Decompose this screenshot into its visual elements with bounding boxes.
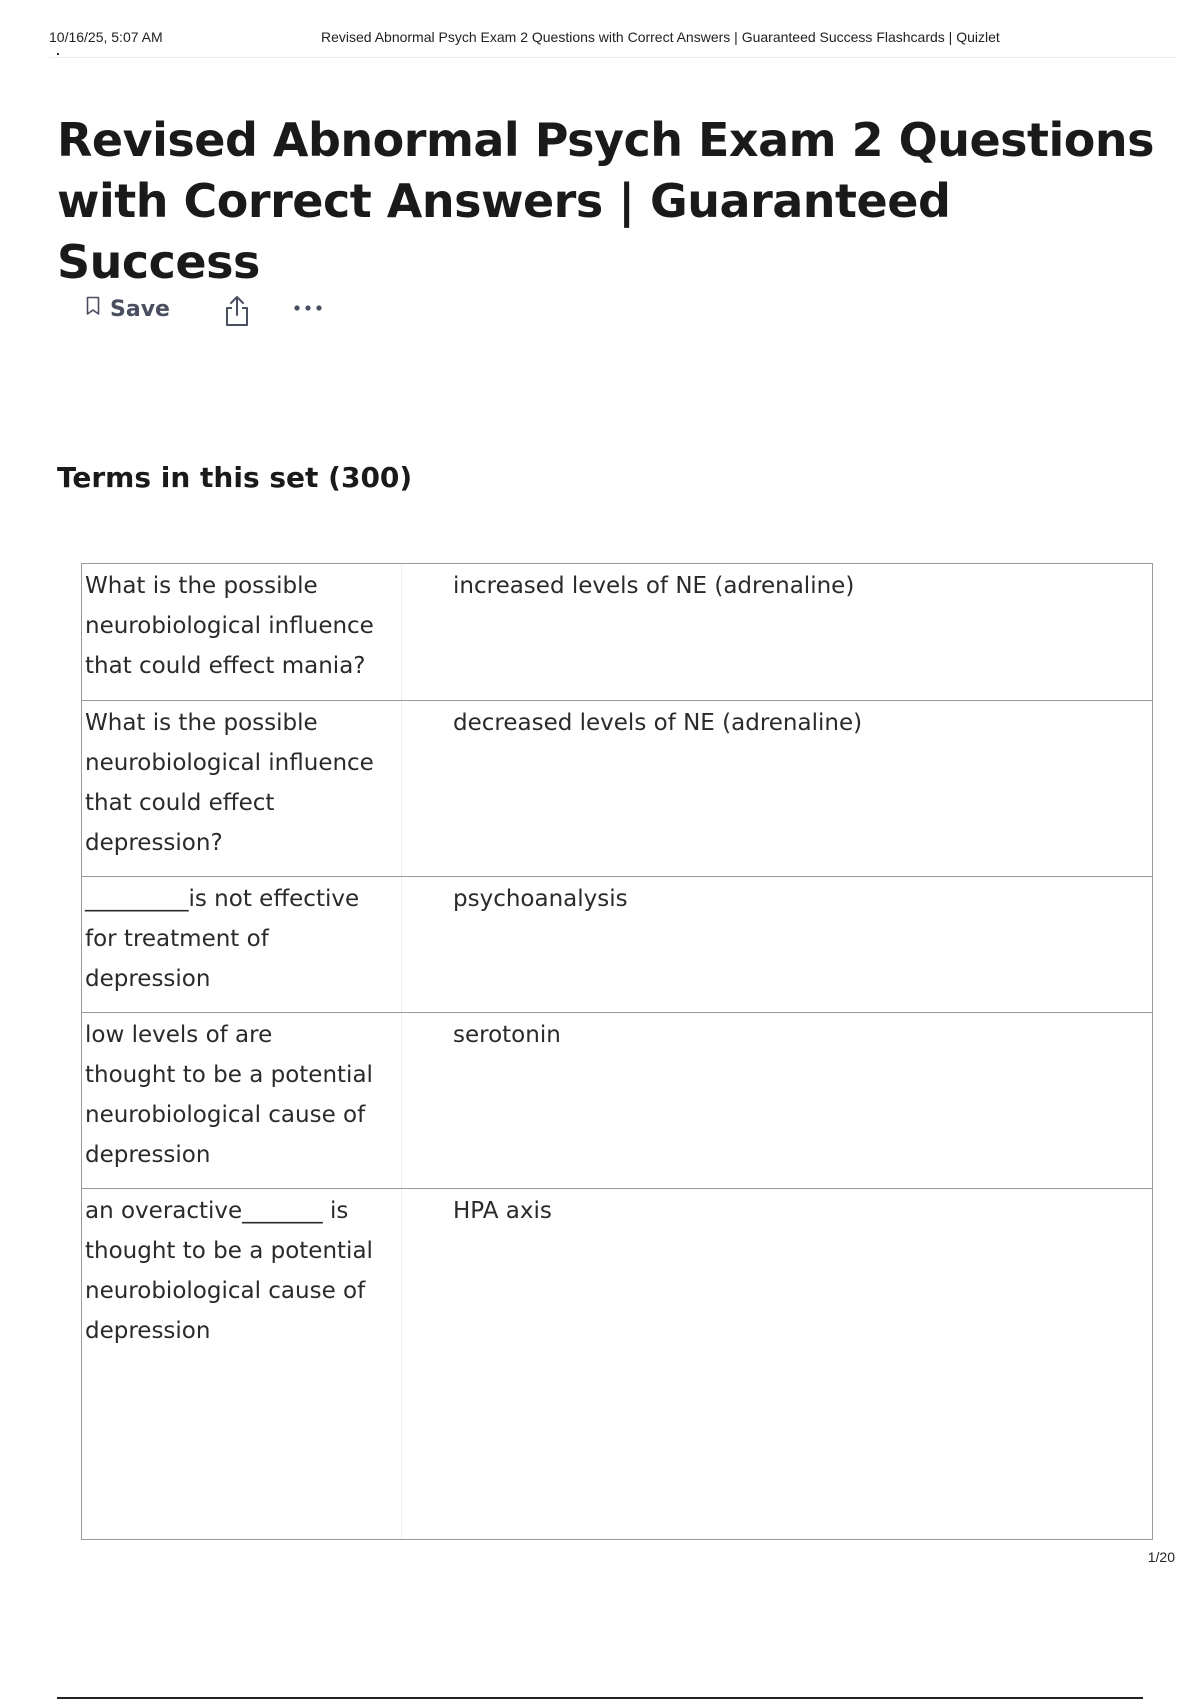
term-text: low levels of are thought to be a potential neurobiological cause of depression (85, 1022, 373, 1168)
column-divider (401, 701, 402, 876)
share-button[interactable] (222, 294, 252, 332)
term-text: an overactive_______ is thought to be a potential neurobiological cause of depression (85, 1198, 373, 1344)
term-text: What is the possible neurobiological influence that could effect mania? (85, 573, 374, 679)
definition-text: decreased levels of NE (adrenaline) (453, 710, 863, 736)
page-title: Revised Abnormal Psych Exam 2 Questions with Correct Answers | Guaranteed Success (57, 113, 1155, 289)
definition-text: HPA axis (453, 1198, 552, 1224)
term-text: _________is not effective for treatment of depression (85, 886, 360, 992)
term-text: What is the possible neurobiological influence that could effect depression? (85, 710, 374, 856)
bookmark-icon (86, 296, 100, 322)
share-icon (222, 313, 252, 332)
save-button[interactable] (86, 296, 170, 322)
definition-text: serotonin (453, 1022, 561, 1048)
term-row (82, 564, 1152, 701)
definition-text: increased levels of NE (adrenaline) (453, 573, 855, 599)
term-row (82, 1189, 1152, 1539)
more-options-button[interactable] (292, 298, 324, 322)
save-button-label: Save (110, 296, 170, 322)
print-header (49, 29, 1177, 58)
footer-divider (57, 1697, 1143, 1699)
column-divider (401, 877, 402, 1012)
page-number: 1/20 (1147, 1549, 1175, 1565)
print-date: 10/16/25, 5:07 AM (49, 29, 163, 45)
print-document-title: Revised Abnormal Psych Exam 2 Questions with Correct Answers | Guaranteed Success Flashcards | Quizlet (321, 29, 1000, 45)
terms-table (81, 563, 1153, 1540)
column-divider (401, 1189, 402, 1539)
term-row (82, 877, 1152, 1013)
definition-text: psychoanalysis (453, 886, 628, 912)
terms-heading: Terms in this set (300) (57, 461, 413, 494)
term-row (82, 1013, 1152, 1189)
more-dots-icon (292, 303, 324, 322)
column-divider (401, 1013, 402, 1188)
column-divider (401, 564, 402, 700)
term-row (82, 701, 1152, 877)
header-dot (57, 53, 59, 55)
